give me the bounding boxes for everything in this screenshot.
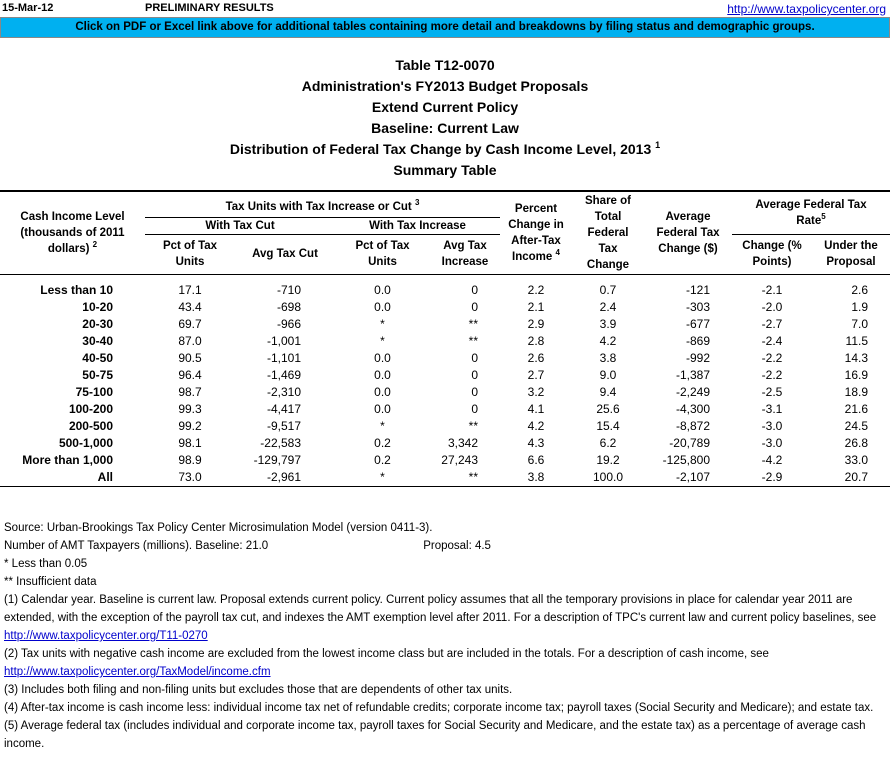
value-cell: * — [380, 418, 385, 433]
income-class-cell: 40-50 — [82, 350, 113, 365]
table-header — [0, 191, 890, 274]
value-cell: ** — [468, 418, 478, 433]
pct-change-header: Percent Change in After-Tax Income $^4$ — [500, 191, 572, 274]
value-cell: 16.9 — [844, 367, 868, 382]
value-cell: 0 — [471, 350, 478, 365]
value-cell: -2,310 — [266, 384, 301, 399]
value-cell: 3.8 — [527, 469, 545, 484]
value-cell: 0 — [471, 299, 478, 314]
source-note: Source: Urban-Brookings Tax Policy Center Microsimulation Model (version 0411-3). — [4, 522, 433, 534]
info-banner: Click on PDF or Excel link above for additional tables containing more detail and breakdowns by filing status and demographic groups. — [0, 17, 890, 38]
value-cell: 4.2 — [527, 418, 545, 433]
income-class-cell: 500-1,000 — [58, 435, 113, 450]
table-row — [0, 435, 890, 452]
change-pts-header: Change (% Points) — [742, 240, 802, 268]
table-row — [0, 452, 890, 469]
table-row — [0, 367, 890, 384]
income-class-cell: 30-40 — [82, 333, 113, 348]
under-proposal-header: Under the Proposal — [824, 240, 878, 268]
summary-title: Summary Table — [393, 162, 497, 178]
value-cell: 14.3 — [844, 350, 868, 365]
table-row — [0, 299, 890, 316]
value-cell: 99.3 — [178, 401, 202, 416]
value-cell: 18.9 — [844, 384, 868, 399]
value-cell: 4.2 — [599, 333, 617, 348]
value-cell: 17.1 — [178, 282, 202, 297]
value-cell: -869 — [685, 333, 710, 348]
pct-units-cut-header: Pct of Tax Units — [162, 240, 218, 268]
value-cell: -2.1 — [761, 282, 783, 297]
table-title: Administration's FY2013 Budget Proposals — [301, 78, 589, 94]
value-cell: 98.7 — [178, 384, 202, 399]
value-cell: -303 — [685, 299, 710, 314]
value-cell: 0.0 — [374, 401, 391, 416]
top-bar — [0, 0, 890, 17]
value-cell: -2.2 — [761, 350, 783, 365]
income-class-cell: 10-20 — [82, 299, 113, 314]
value-cell: -2.0 — [761, 299, 783, 314]
value-cell: -2.7 — [761, 316, 783, 331]
table-subtitle: Extend Current Policy — [371, 99, 519, 115]
status-label: PRELIMINARY RESULTS — [145, 2, 274, 14]
value-cell: -125,800 — [662, 452, 710, 467]
value-cell: 4.1 — [527, 401, 545, 416]
value-cell: 0 — [471, 401, 478, 416]
value-cell: -1,387 — [675, 367, 710, 382]
value-cell: 98.9 — [178, 452, 202, 467]
value-cell: ** — [468, 469, 478, 484]
income-class-cell: 200-500 — [68, 418, 113, 433]
value-cell: -1,001 — [266, 333, 301, 348]
value-cell: 2.9 — [527, 316, 545, 331]
value-cell: -2.5 — [761, 384, 783, 399]
value-cell: 3,342 — [447, 435, 478, 450]
value-cell: -966 — [276, 316, 301, 331]
value-cell: -1,101 — [266, 350, 301, 365]
income-class-cell: 20-30 — [82, 316, 113, 331]
amt-note: Number of AMT Taxpayers (millions). Baseline: 21.0 Proposal: 4.5 — [4, 540, 491, 552]
note-3: (3) Includes both filing and non-filing units but excludes those that are dependents of other tax units. — [4, 684, 513, 696]
value-cell: 98.1 — [178, 435, 202, 450]
with-tax-increase-header: With Tax Increase — [335, 217, 500, 234]
note-2: (2) Tax units with negative cash income are excluded from the lowest income class but are included in the totals. For a description of cash income, see — [4, 648, 769, 660]
value-cell: 99.2 — [178, 418, 202, 433]
value-cell: 11.5 — [845, 333, 868, 348]
value-cell: 24.5 — [844, 418, 868, 433]
value-cell: 43.4 — [178, 299, 202, 314]
value-cell: -2.9 — [761, 469, 783, 484]
value-cell: 21.6 — [844, 401, 868, 416]
double-star-note: ** Insufficient data — [4, 576, 97, 588]
income-class-cell: Less than 10 — [40, 282, 113, 297]
income-level-header: Cash Income Level (thousands of 2011 dollars) $^2$ — [0, 191, 145, 274]
share-header: Share of Total Federal Tax Change — [572, 191, 644, 274]
value-cell: 0.7 — [599, 282, 617, 297]
value-cell: -9,517 — [266, 418, 301, 433]
value-cell: * — [380, 333, 385, 348]
value-cell: -4,300 — [675, 401, 710, 416]
value-cell: -2.4 — [761, 333, 783, 348]
tpc-link[interactable]: http://www.taxpolicycenter.org — [727, 2, 886, 16]
table-row — [0, 316, 890, 333]
avg-rate-header: Average Federal Tax Rate$^5$ — [732, 191, 890, 234]
table-row — [0, 418, 890, 435]
table-row — [0, 384, 890, 401]
value-cell: 15.4 — [596, 418, 620, 433]
value-cell: 0.2 — [374, 435, 391, 450]
tax-units-header: Tax Units with Tax Increase or Cut $^3$ — [145, 191, 500, 217]
value-cell: 2.6 — [527, 350, 545, 365]
value-cell: ** — [468, 333, 478, 348]
table-row — [0, 469, 890, 487]
table-body — [0, 274, 890, 486]
value-cell: 0.0 — [374, 367, 391, 382]
value-cell: 0.0 — [374, 384, 391, 399]
value-cell: 26.8 — [844, 435, 868, 450]
value-cell: * — [380, 316, 385, 331]
value-cell: 4.3 — [527, 435, 545, 450]
value-cell: -992 — [685, 350, 710, 365]
value-cell: -3.1 — [761, 401, 783, 416]
value-cell: -2,961 — [266, 469, 301, 484]
value-cell: -4.2 — [761, 452, 783, 467]
value-cell: -2,249 — [675, 384, 710, 399]
note-1-link[interactable]: http://www.taxpolicycenter.org/T11-0270 — [4, 630, 208, 642]
distribution-table — [0, 190, 890, 487]
value-cell: 2.7 — [527, 367, 545, 382]
value-cell: 0.2 — [374, 452, 391, 467]
value-cell: * — [380, 469, 385, 484]
value-cell: 9.4 — [599, 384, 617, 399]
value-cell: -121 — [685, 282, 710, 297]
value-cell: 73.0 — [178, 469, 202, 484]
value-cell: -4,417 — [266, 401, 301, 416]
value-cell: -129,797 — [253, 452, 301, 467]
value-cell: 9.0 — [599, 367, 617, 382]
value-cell: 2.2 — [527, 282, 545, 297]
value-cell: -698 — [276, 299, 301, 314]
note-1: (1) Calendar year. Baseline is current law. Proposal extends current policy. Current policy assumes that all the temporary provisions in place for calendar year 2011 are extended, with the exception of the payroll tax cut, and indexes the AMT exemption level after 2011. For a description of TPC's current law and current policy baselines, see — [4, 594, 877, 624]
value-cell: 0.0 — [374, 350, 391, 365]
value-cell: -3.0 — [761, 435, 783, 450]
value-cell: -2.2 — [761, 367, 783, 382]
value-cell: 2.8 — [527, 333, 545, 348]
value-cell: 27,243 — [441, 452, 478, 467]
value-cell: -2,107 — [675, 469, 710, 484]
with-tax-cut-header: With Tax Cut — [145, 217, 335, 234]
value-cell: 20.7 — [844, 469, 868, 484]
star-note: * Less than 0.05 — [4, 558, 88, 570]
value-cell: -1,469 — [266, 367, 301, 382]
value-cell: 0 — [471, 384, 478, 399]
income-class-cell: 75-100 — [75, 384, 113, 399]
value-cell: 2.6 — [851, 282, 868, 297]
value-cell: -677 — [685, 316, 710, 331]
income-class-cell: All — [97, 469, 113, 484]
value-cell: 0 — [471, 367, 478, 382]
income-class-cell: More than 1,000 — [22, 452, 113, 467]
note-2-link[interactable]: http://www.taxpolicycenter.org/TaxModel/income.cfm — [4, 666, 271, 678]
avg-inc-header: Avg Tax Increase — [441, 240, 489, 268]
value-cell: 96.4 — [178, 367, 202, 382]
value-cell: 33.0 — [844, 452, 868, 467]
note-5: (5) Average federal tax (includes individual and corporate income tax, payroll taxes for Social Security and Medicare, and the estate tax) as a percentage of average cash income. — [4, 720, 866, 750]
date: 15-Mar-12 — [2, 2, 54, 14]
note-4: (4) After-tax income is cash income less: individual income tax net of refundable credits; corporate income tax; payroll taxes (Social Security and Medicare); and estate tax. — [4, 702, 874, 714]
value-cell: 2.4 — [599, 299, 617, 314]
income-class-cell: 100-200 — [68, 401, 113, 416]
value-cell: 0.0 — [374, 299, 391, 314]
value-cell: 3.2 — [527, 384, 545, 399]
value-cell: 1.9 — [851, 299, 868, 314]
value-cell: 7.0 — [851, 316, 868, 331]
table-id: Table T12-0070 — [395, 57, 495, 73]
distribution-title: Distribution of Federal Tax Change by Cash Income Level, 2013 $^1$ — [229, 140, 661, 157]
value-cell: 2.1 — [527, 299, 545, 314]
value-cell: 19.2 — [596, 452, 620, 467]
table-row — [0, 333, 890, 350]
value-cell: 90.5 — [178, 350, 202, 365]
baseline-title: Baseline: Current Law — [371, 120, 519, 136]
value-cell: 6.2 — [599, 435, 617, 450]
value-cell: 25.6 — [596, 401, 620, 416]
notes-section — [4, 519, 888, 753]
value-cell: 3.9 — [599, 316, 617, 331]
table-row — [0, 274, 890, 299]
value-cell: 100.0 — [592, 469, 624, 484]
value-cell: -22,583 — [260, 435, 301, 450]
value-cell: -20,789 — [669, 435, 710, 450]
value-cell: -8,872 — [675, 418, 710, 433]
value-cell: ** — [468, 316, 478, 331]
value-cell: 69.7 — [178, 316, 202, 331]
value-cell: 6.6 — [527, 452, 545, 467]
value-cell: 0 — [471, 282, 478, 297]
pct-units-inc-header: Pct of Tax Units — [355, 240, 410, 268]
avg-cut-header: Avg Tax Cut — [252, 248, 318, 260]
title-block — [0, 55, 890, 181]
value-cell: 0.0 — [374, 282, 391, 297]
value-cell: -710 — [276, 282, 301, 297]
avg-fed-change-header: Average Federal Tax Change ($) — [644, 191, 732, 274]
value-cell: 87.0 — [178, 333, 202, 348]
table-row — [0, 350, 890, 367]
table-row — [0, 401, 890, 418]
value-cell: -3.0 — [761, 418, 783, 433]
value-cell: 3.8 — [599, 350, 617, 365]
income-class-cell: 50-75 — [82, 367, 113, 382]
